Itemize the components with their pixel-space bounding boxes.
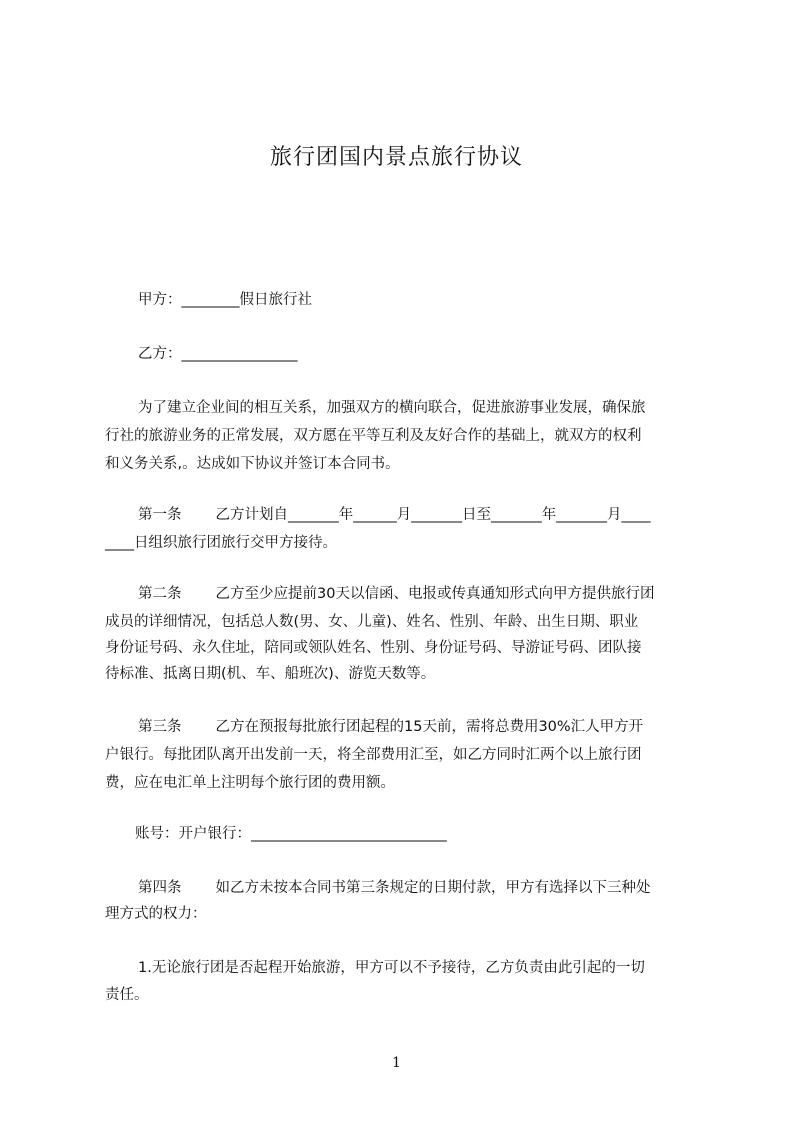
article-3-line: 费，应在电汇单上注明每个旅行团的费用额。 — [105, 775, 395, 791]
article-4-text: 如乙方未按本合同书第三条规定的日期付款，甲方有选择以下三种处 — [215, 880, 651, 896]
article-3-first-line — [105, 717, 738, 737]
party-b-line: 乙方：________________ — [138, 346, 298, 362]
preamble-line: 为了建立企业间的相互关系，加强双方的横向联合，促进旅游事业发展，确保旅 — [138, 400, 646, 416]
party-a-line: 甲方：________假日旅行社 — [138, 292, 312, 308]
item-1-line: 1.无论旅行团是否起程开始旅游，甲方可以不予接待，乙方负责由此引起的一切 — [138, 960, 645, 976]
article-4-first-line — [105, 878, 738, 898]
document-title: 旅行团国内景点旅行协议 — [269, 145, 523, 170]
article-3-line: 户银行。每批团队离开出发前一天，将全部费用汇至，如乙方同时汇两个以上旅行团 — [105, 747, 642, 763]
article-4-line: 理方式的权力： — [105, 906, 207, 922]
article-2-heading: 第二条 — [138, 586, 182, 602]
article-2-text: 乙方至少应提前30天以信函、电报或传真通知形式向甲方提供旅行团 — [215, 586, 655, 602]
page-number: 1 — [392, 1055, 401, 1071]
item-1-line: 责任。 — [105, 987, 149, 1003]
article-2-line: 身份证号码、永久住址，陪同或领队姓名、性别、身份证号码、导游证号码、团队接 — [105, 640, 642, 656]
account-line: 账号：开户银行：___________________________ — [135, 826, 447, 842]
article-1-text: 乙方计划自_______年______月_______日至_______年_______月____ — [215, 507, 651, 523]
preamble-line: 和义务关系,。达成如下协议并签订本合同书。 — [105, 456, 400, 472]
article-1-line: ____日组织旅行团旅行交甲方接待。 — [105, 535, 337, 551]
article-4-heading: 第四条 — [138, 880, 182, 896]
article-2-line: 待标准、抵离日期(机、车、船班次)、游览天数等。 — [105, 666, 436, 682]
article-3-heading: 第三条 — [138, 719, 182, 735]
article-1-heading: 第一条 — [138, 507, 182, 523]
article-2-first-line — [105, 584, 738, 604]
article-3-text: 乙方在预报每批旅行团起程的15天前，需将总费用30%汇人甲方开 — [215, 719, 644, 735]
article-2-line: 成员的详细情况，包括总人数(男、女、儿童)、姓名、性别、年龄、出生日期、职业 — [105, 614, 639, 630]
preamble-line: 行社的旅游业务的正常发展，双方愿在平等互利及友好合作的基础上，就双方的权利 — [105, 428, 642, 444]
article-1-first-line — [105, 505, 738, 525]
